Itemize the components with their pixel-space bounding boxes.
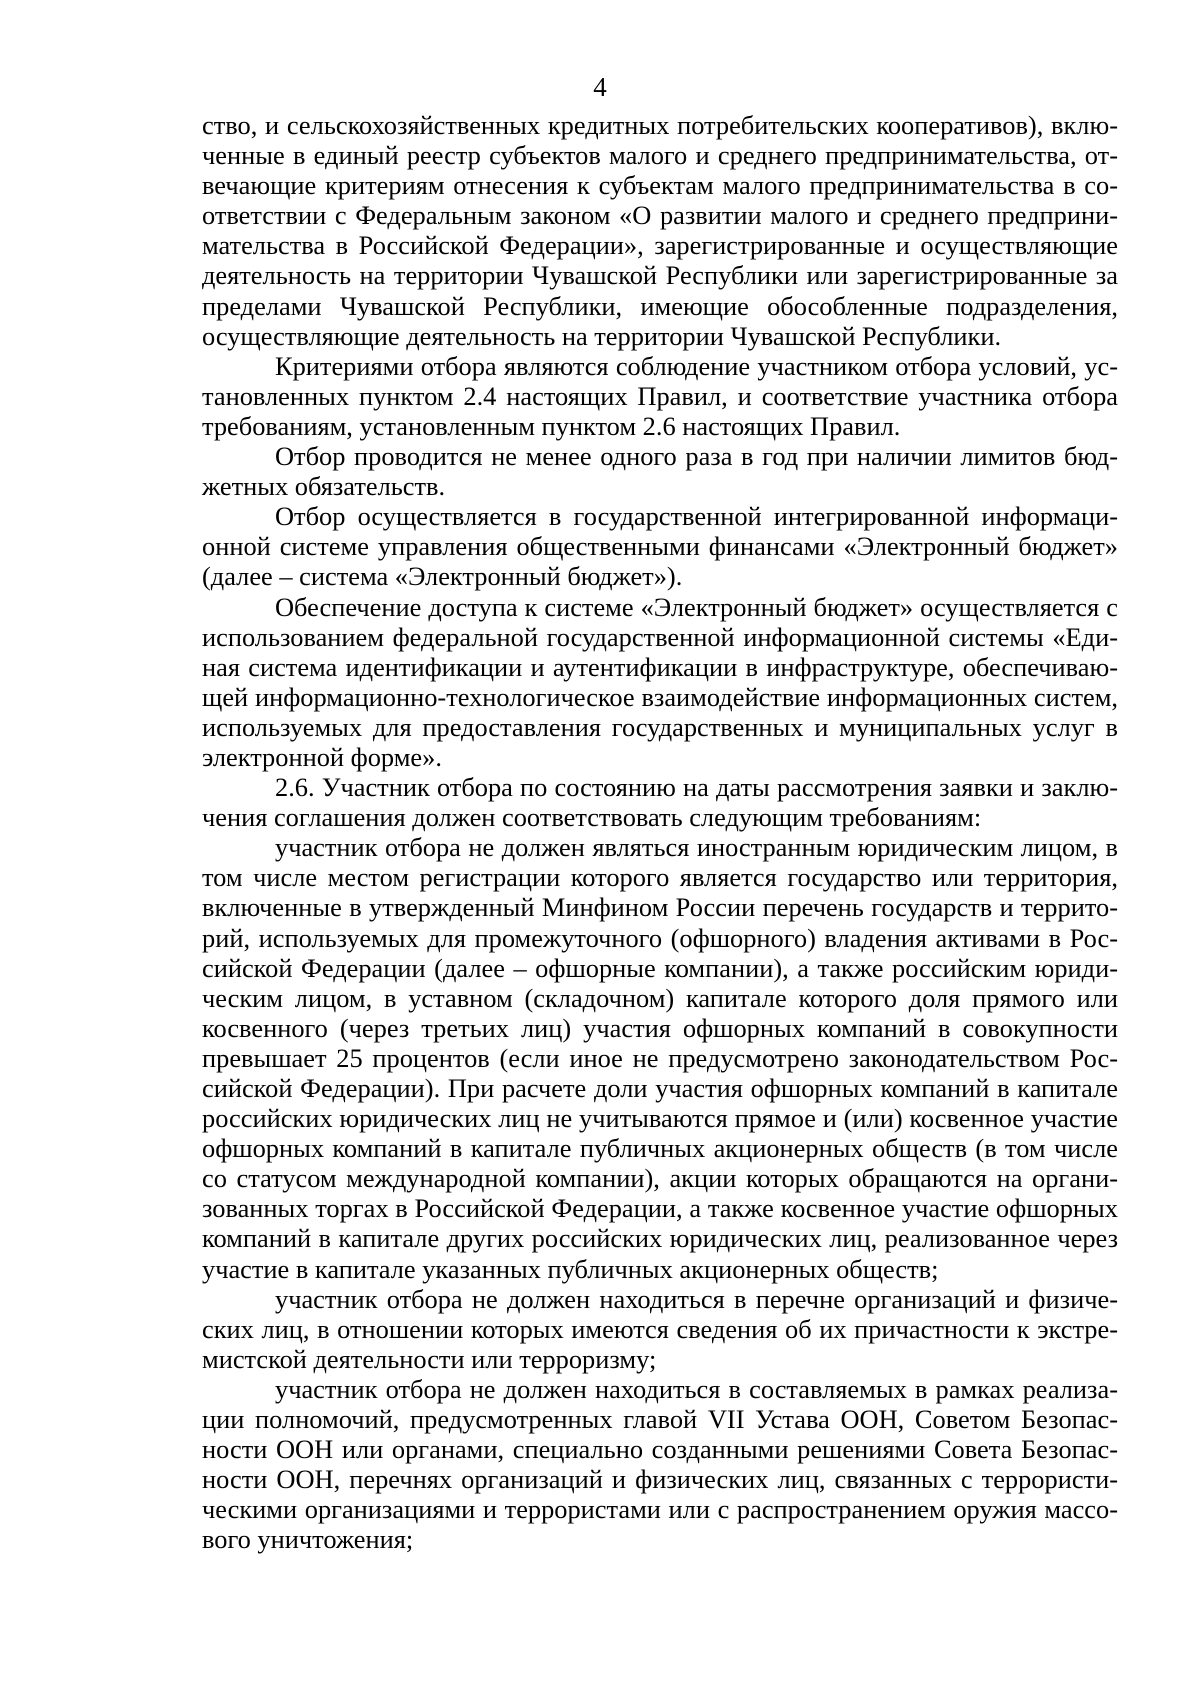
- paragraph-selection-criteria: Критериями отбора являются соблюдение участником отбора условий, установленных пунктом 2.4 настоящих Правил, и соответствие участника отбора требованиям, установленным пунктом 2.6 настоящих Правил.: [202, 350, 1118, 441]
- paragraph-section-2-6: 2.6. Участник отбора по состоянию на даты рассмотрения заявки и заключения соглашения должен соответствовать следующим требованиям:: [202, 772, 1118, 833]
- paragraph-requirement-offshore: участник отбора не должен являться иностранным юридическим лицом, в том числе местом регистрации которого является государство или территория, включенные в утвержденный Минфином России перечень государств и территорий, используемых для промежуточного (офшорного) владения активами в Российской Федерации (далее – офшорные компании), а также российским юридическим лицом, в уставном (складочном) капитале которого доля прямого или косвенного (через третьих лиц) участия офшорных компаний в совокупности превышает 25 процентов (если иное не предусмотрено законодательством Российской Федерации). При расчете доли участия офшорных компаний в капитале российских юридических лиц не учитываются прямое и (или) косвенное участие офшорных компаний в капитале публичных акционерных обществ (в том числе со статусом международной компании), акции которых обращаются на организованных торгах в Российской Федерации, а также косвенное участие офшорных компаний в капитале других российских юридических лиц, реализованное через участие в капитале указанных публичных акционерных обществ;: [202, 832, 1118, 1284]
- document-body: [202, 110, 1118, 1555]
- paragraph-electronic-budget-system: Отбор осуществляется в государственной интегрированной информационной системе управления общественными финансами «Электронный бюджет» (далее – система «Электронный бюджет»).: [202, 501, 1118, 592]
- paragraph-selection-frequency: Отбор проводится не менее одного раза в год при наличии лимитов бюджетных обязательств.: [202, 441, 1118, 502]
- paragraph-system-access: Обеспечение доступа к системе «Электронный бюджет» осуществляется с использованием федеральной государственной информационной системы «Единая система идентификации и аутентификации в инфраструктуре, обеспечивающей информационно-технологическое взаимодействие информационных систем, используемых для предоставления государственных и муниципальных услуг в электронной форме».: [202, 591, 1118, 772]
- paragraph-continuation: ство, и сельскохозяйственных кредитных потребительских кооперативов), включенные в единый реестр субъектов малого и среднего предпринимательства, отвечающие критериям отнесения к субъектам малого предпринимательства в соответствии с Федеральным законом «О развитии малого и среднего предпринимательства в Российской Федерации», зарегистрированные и осуществляющие деятельность на территории Чувашской Республики или зарегистрированные за пределами Чувашской Республики, имеющие обособленные подразделения, осуществляющие деятельность на территории Чувашской Республики.: [202, 110, 1118, 351]
- page-number: 4: [593, 72, 607, 102]
- paragraph-requirement-un-lists: участник отбора не должен находиться в составляемых в рамках реализации полномочий, предусмотренных главой VII Устава ООН, Советом Безопасности ООН или органами, специально созданными решениями Совета Безопасности ООН, перечнях организаций и физических лиц, связанных с террористическими организациями и террористами или с распространением оружия массового уничтожения;: [202, 1373, 1118, 1555]
- paragraph-requirement-extremism: участник отбора не должен находиться в перечне организаций и физических лиц, в отношении которых имеются сведения об их причастности к экстремистской деятельности или терроризму;: [202, 1283, 1118, 1374]
